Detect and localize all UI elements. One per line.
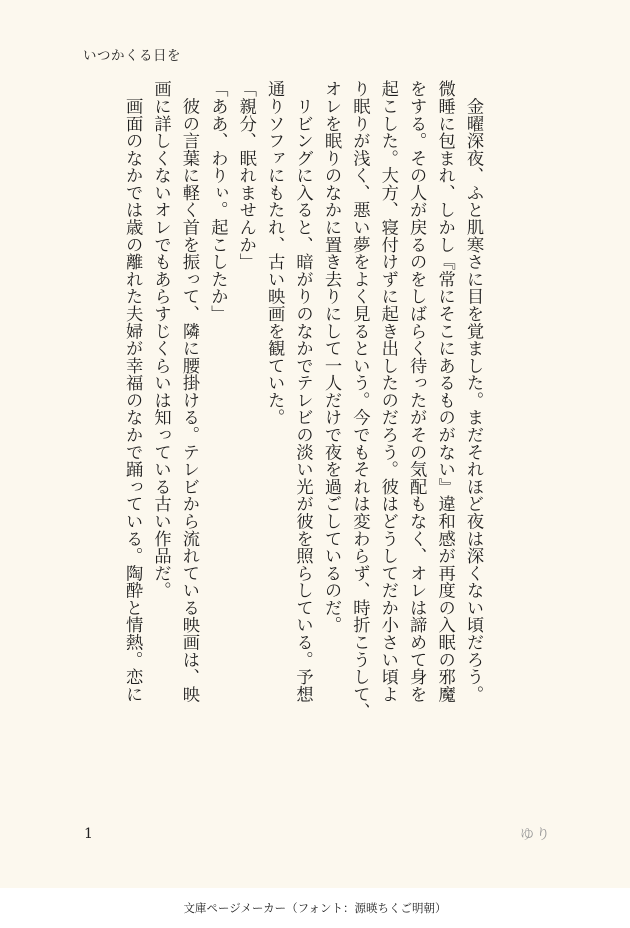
author-name: ゆり — [520, 827, 552, 843]
text-line: り眠りが浅く、悪い夢をよく見るという。今でもそれは変わらず、時折こうして、 — [349, 80, 370, 720]
text-line: 金曜深夜、ふと肌寒さに目を覚ました。まだそれほど夜は深くない頃だろう。 — [463, 80, 483, 703]
text-line: 「親分、眠れませんか」 — [235, 80, 256, 271]
text-line: 通りソファにもたれ、古い映画を観ていた。 — [264, 80, 285, 426]
text-line: 画に詳しくないオレでもあらすじくらいは知っている古い作品だ。 — [150, 80, 171, 599]
text-line: 「ああ、わりぃ。起こしたか」 — [207, 80, 228, 323]
text-line: 画面のなかでは歳の離れた夫婦が幸福のなかで踊っている。陶酔と情熱。恋に — [122, 80, 143, 703]
page-number: 1 — [84, 826, 93, 842]
text-line: 彼の言葉に軽く首を振って、隣に腰掛ける。テレビから流れている映画は、映 — [178, 80, 199, 703]
running-title: いつかくる日を — [83, 48, 181, 64]
text-line: リビングに入ると、暗がりのなかでテレビの淡い光が彼を照らしている。予想 — [292, 80, 313, 703]
vertical-body-text — [118, 80, 487, 800]
text-line: 起こした。大方、寝付けずに起き出したのだろう。彼はどうしてだか小さい頃よ — [377, 80, 398, 703]
text-line: 微睡に包まれ、しかし『常にそこにあるものがない』違和感が再度の入眠の邪魔 — [434, 80, 455, 703]
text-line: オレを眠りのなかに置き去りにして一人だけで夜を過ごしているのだ。 — [320, 80, 341, 634]
credit-footer: 文庫ページメーカー（フォント：源暎ちくご明朝） — [0, 888, 630, 928]
text-line: をする。その人が戻るのをしばらく待ったがその気配もなく、オレは諦めて身を — [406, 80, 427, 703]
